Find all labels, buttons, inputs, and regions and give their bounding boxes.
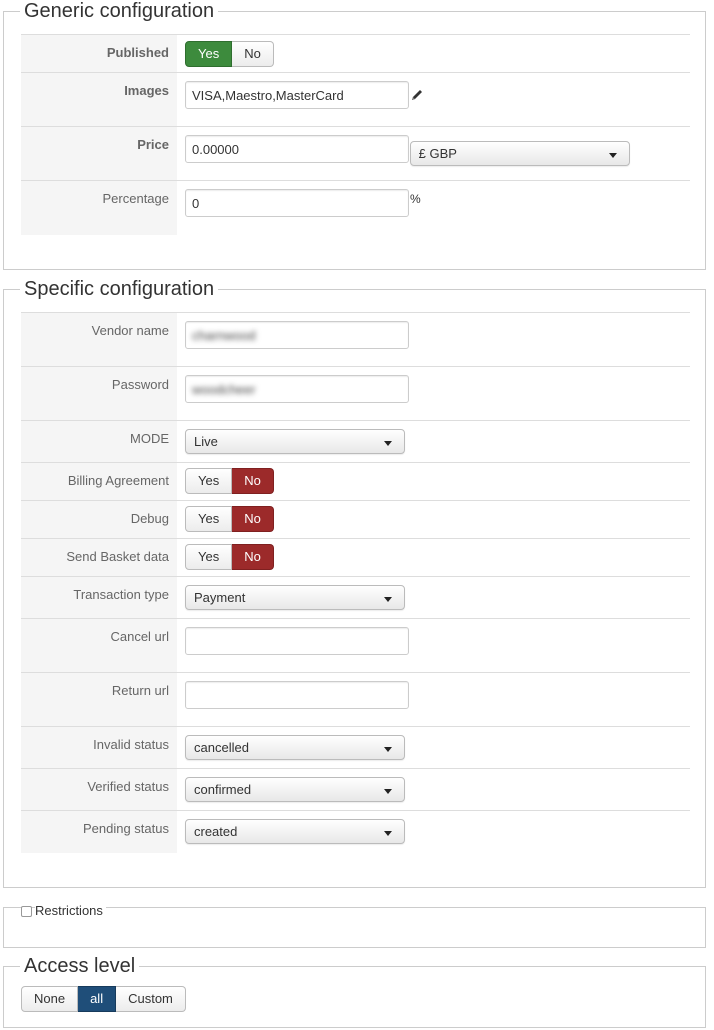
return-url-label: Return url: [21, 673, 177, 727]
send-basket-label: Send Basket data: [21, 539, 177, 577]
mode-value: Live: [194, 434, 218, 449]
currency-value: £ GBP: [418, 146, 457, 161]
password-value: woodcheer: [192, 382, 256, 397]
access-none-button[interactable]: None: [21, 986, 78, 1012]
pencil-icon[interactable]: [410, 88, 424, 102]
price-label: Price: [21, 127, 177, 181]
mode-label: MODE: [21, 421, 177, 463]
send-basket-yes-button[interactable]: Yes: [185, 544, 232, 570]
verified-status-select[interactable]: [185, 777, 405, 802]
invalid-status-select[interactable]: [185, 735, 405, 760]
verified-status-value: confirmed: [194, 782, 252, 797]
chevron-down-icon: [384, 441, 392, 446]
password-label: Password: [21, 367, 177, 421]
send-basket-toggle: [185, 544, 274, 570]
mode-select[interactable]: [185, 429, 405, 454]
percentage-input[interactable]: 0: [185, 189, 409, 217]
debug-toggle: [185, 506, 274, 532]
chevron-down-icon: [384, 597, 392, 602]
generic-config-legend: Generic configuration: [20, 0, 218, 23]
access-level-legend: Access level: [20, 954, 139, 978]
billing-agreement-label: Billing Agreement: [21, 463, 177, 501]
invalid-status-label: Invalid status: [21, 727, 177, 769]
published-toggle: [185, 41, 274, 67]
chevron-down-icon: [384, 831, 392, 836]
cancel-url-input[interactable]: [185, 627, 409, 655]
debug-yes-button[interactable]: Yes: [185, 506, 232, 532]
billing-agreement-toggle: [185, 468, 274, 494]
chevron-down-icon: [609, 153, 617, 158]
images-input[interactable]: VISA,Maestro,MasterCard: [185, 81, 409, 109]
access-level-section: [3, 955, 706, 1028]
billing-agreement-yes-button[interactable]: Yes: [185, 468, 232, 494]
vendor-name-value: charnwood: [192, 328, 256, 343]
published-yes-button[interactable]: Yes: [185, 41, 232, 67]
vendor-name-label: Vendor name: [21, 313, 177, 367]
specific-config-section: [3, 278, 706, 888]
send-basket-no-button[interactable]: No: [232, 544, 274, 570]
pending-status-select[interactable]: [185, 819, 405, 844]
transaction-type-label: Transaction type: [21, 577, 177, 619]
restrictions-label: Restrictions: [35, 903, 106, 918]
price-input[interactable]: 0.00000: [185, 135, 409, 163]
generic-config-section: [3, 0, 706, 270]
currency-select[interactable]: [410, 141, 630, 166]
pending-status-value: created: [194, 824, 238, 839]
transaction-type-select[interactable]: [185, 585, 405, 610]
access-custom-button[interactable]: Custom: [116, 986, 186, 1012]
access-level-toggle: [21, 986, 186, 1012]
invalid-status-value: cancelled: [194, 740, 249, 755]
debug-no-button[interactable]: No: [232, 506, 274, 532]
password-input[interactable]: [185, 375, 409, 403]
cancel-url-label: Cancel url: [21, 619, 177, 673]
images-label: Images: [21, 73, 177, 127]
restrictions-section: [3, 907, 706, 948]
vendor-name-input[interactable]: [185, 321, 409, 349]
published-no-button[interactable]: No: [232, 41, 274, 67]
access-all-button[interactable]: all: [78, 986, 116, 1012]
verified-status-label: Verified status: [21, 769, 177, 811]
billing-agreement-no-button[interactable]: No: [232, 468, 274, 494]
transaction-type-value: Payment: [194, 590, 246, 605]
specific-config-legend: Specific configuration: [20, 277, 218, 301]
restrictions-checkbox[interactable]: [21, 906, 32, 917]
chevron-down-icon: [384, 747, 392, 752]
debug-label: Debug: [21, 501, 177, 539]
pending-status-label: Pending status: [21, 811, 177, 853]
chevron-down-icon: [384, 789, 392, 794]
percent-sign: %: [410, 192, 421, 206]
percentage-label: Percentage: [21, 181, 177, 235]
published-label: Published: [21, 35, 177, 73]
return-url-input[interactable]: [185, 681, 409, 709]
